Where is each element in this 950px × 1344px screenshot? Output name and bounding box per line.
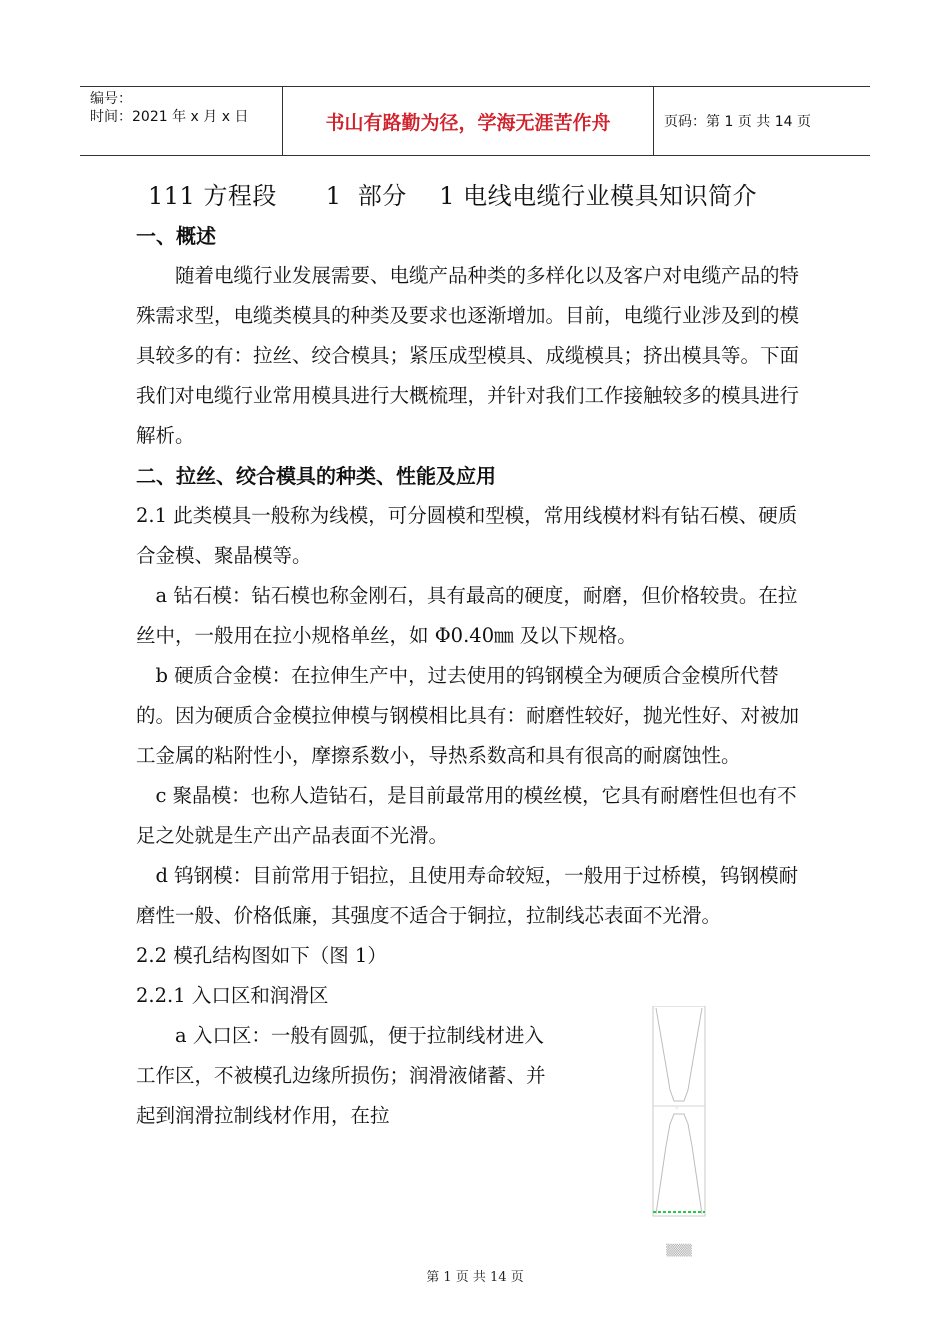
diagram-caption-mark: ▒▒▒ (666, 1244, 692, 1257)
page-footer: 第 1 页 共 14 页 (426, 1270, 524, 1285)
document-body (136, 216, 816, 1136)
paragraph-2-2-1: 2.2.1 入口区和润滑区 (136, 984, 329, 1007)
page-header (80, 86, 870, 156)
doc-time-label: 时间：2021 年 x 月 x 日 (90, 109, 249, 125)
die-hole-lower-profile (656, 1114, 702, 1214)
die-hole-upper-profile (656, 1008, 702, 1101)
paragraph-2-1: 2.1 此类模具一般称为线模，可分圆模和型模，常用线模材料有钻石模、硬质合金模、聚晶模等。 (136, 504, 798, 567)
section-heading-drawing-dies: 二、拉丝、绞合模具的种类、性能及应用 (136, 464, 496, 488)
header-motto-cell (282, 87, 654, 155)
paragraph-entry-zone: a 入口区：一般有圆弧，便于拉制线材进入工作区，不被模孔边缘所损伤；润滑液储蓄、并起到润滑拉制线材作用，在拉 (136, 1024, 546, 1127)
die-label-mark: 。 (675, 1102, 683, 1110)
paragraph-diamond-die: a 钻石模：钻石模也称金刚石，具有最高的硬度，耐磨，但价格较贵。在拉丝中，一般用在拉小规格单丝，如 Φ0.40㎜ 及以下规格。 (136, 584, 798, 647)
header-meta-cell (80, 87, 282, 155)
paragraph-pcd-die: c 聚晶模：也称人造钻石，是目前最常用的模丝模，它具有耐磨性但也有不足之处就是生产出产品表面不光滑。 (136, 784, 797, 847)
page-info: 页码：第 1 页 共 14 页 (664, 114, 811, 130)
document-title: 111 方程段 1 部分 1 电线电缆行业模具知识简介 (148, 182, 758, 210)
motto-text: 书山有路勤为径，学海无涯苦作舟 (325, 111, 611, 134)
paragraph-carbide-die: b 硬质合金模：在拉伸生产中，过去使用的钨钢模全为硬质合金模所代替的。因为硬质合金模拉伸模与钢模相比具有：耐磨性较好，抛光性好、对被加工金属的粘附性小，摩擦系数小，导热系数高和具有很高的耐腐蚀性。 (136, 664, 800, 767)
header-page-cell (654, 87, 870, 155)
paragraph-overview: 随着电缆行业发展需要、电缆产品种类的多样化以及客户对电缆产品的特殊需求型，电缆类模具的种类及要求也逐渐增加。目前，电缆行业涉及到的模具较多的有：拉丝、绞合模具；紧压成型模具、成缆模具；挤出模具等。下面我们对电缆行业常用模具进行大概梳理，并针对我们工作接触较多的模具进行解析。 (136, 264, 800, 447)
paragraph-2-2: 2.2 模孔结构图如下（图 1） (136, 944, 387, 967)
section-heading-overview: 一、概述 (136, 224, 216, 248)
doc-number-label: 编号： (90, 91, 132, 107)
paragraph-tungsten-die: d 钨钢模：目前常用于铝拉，且使用寿命较短，一般用于过桥模，钨钢模耐磨性一般、价格低廉，其强度不适合于铜拉，拉制线芯表面不光滑。 (136, 864, 799, 927)
die-hole-diagram (646, 1006, 712, 1258)
